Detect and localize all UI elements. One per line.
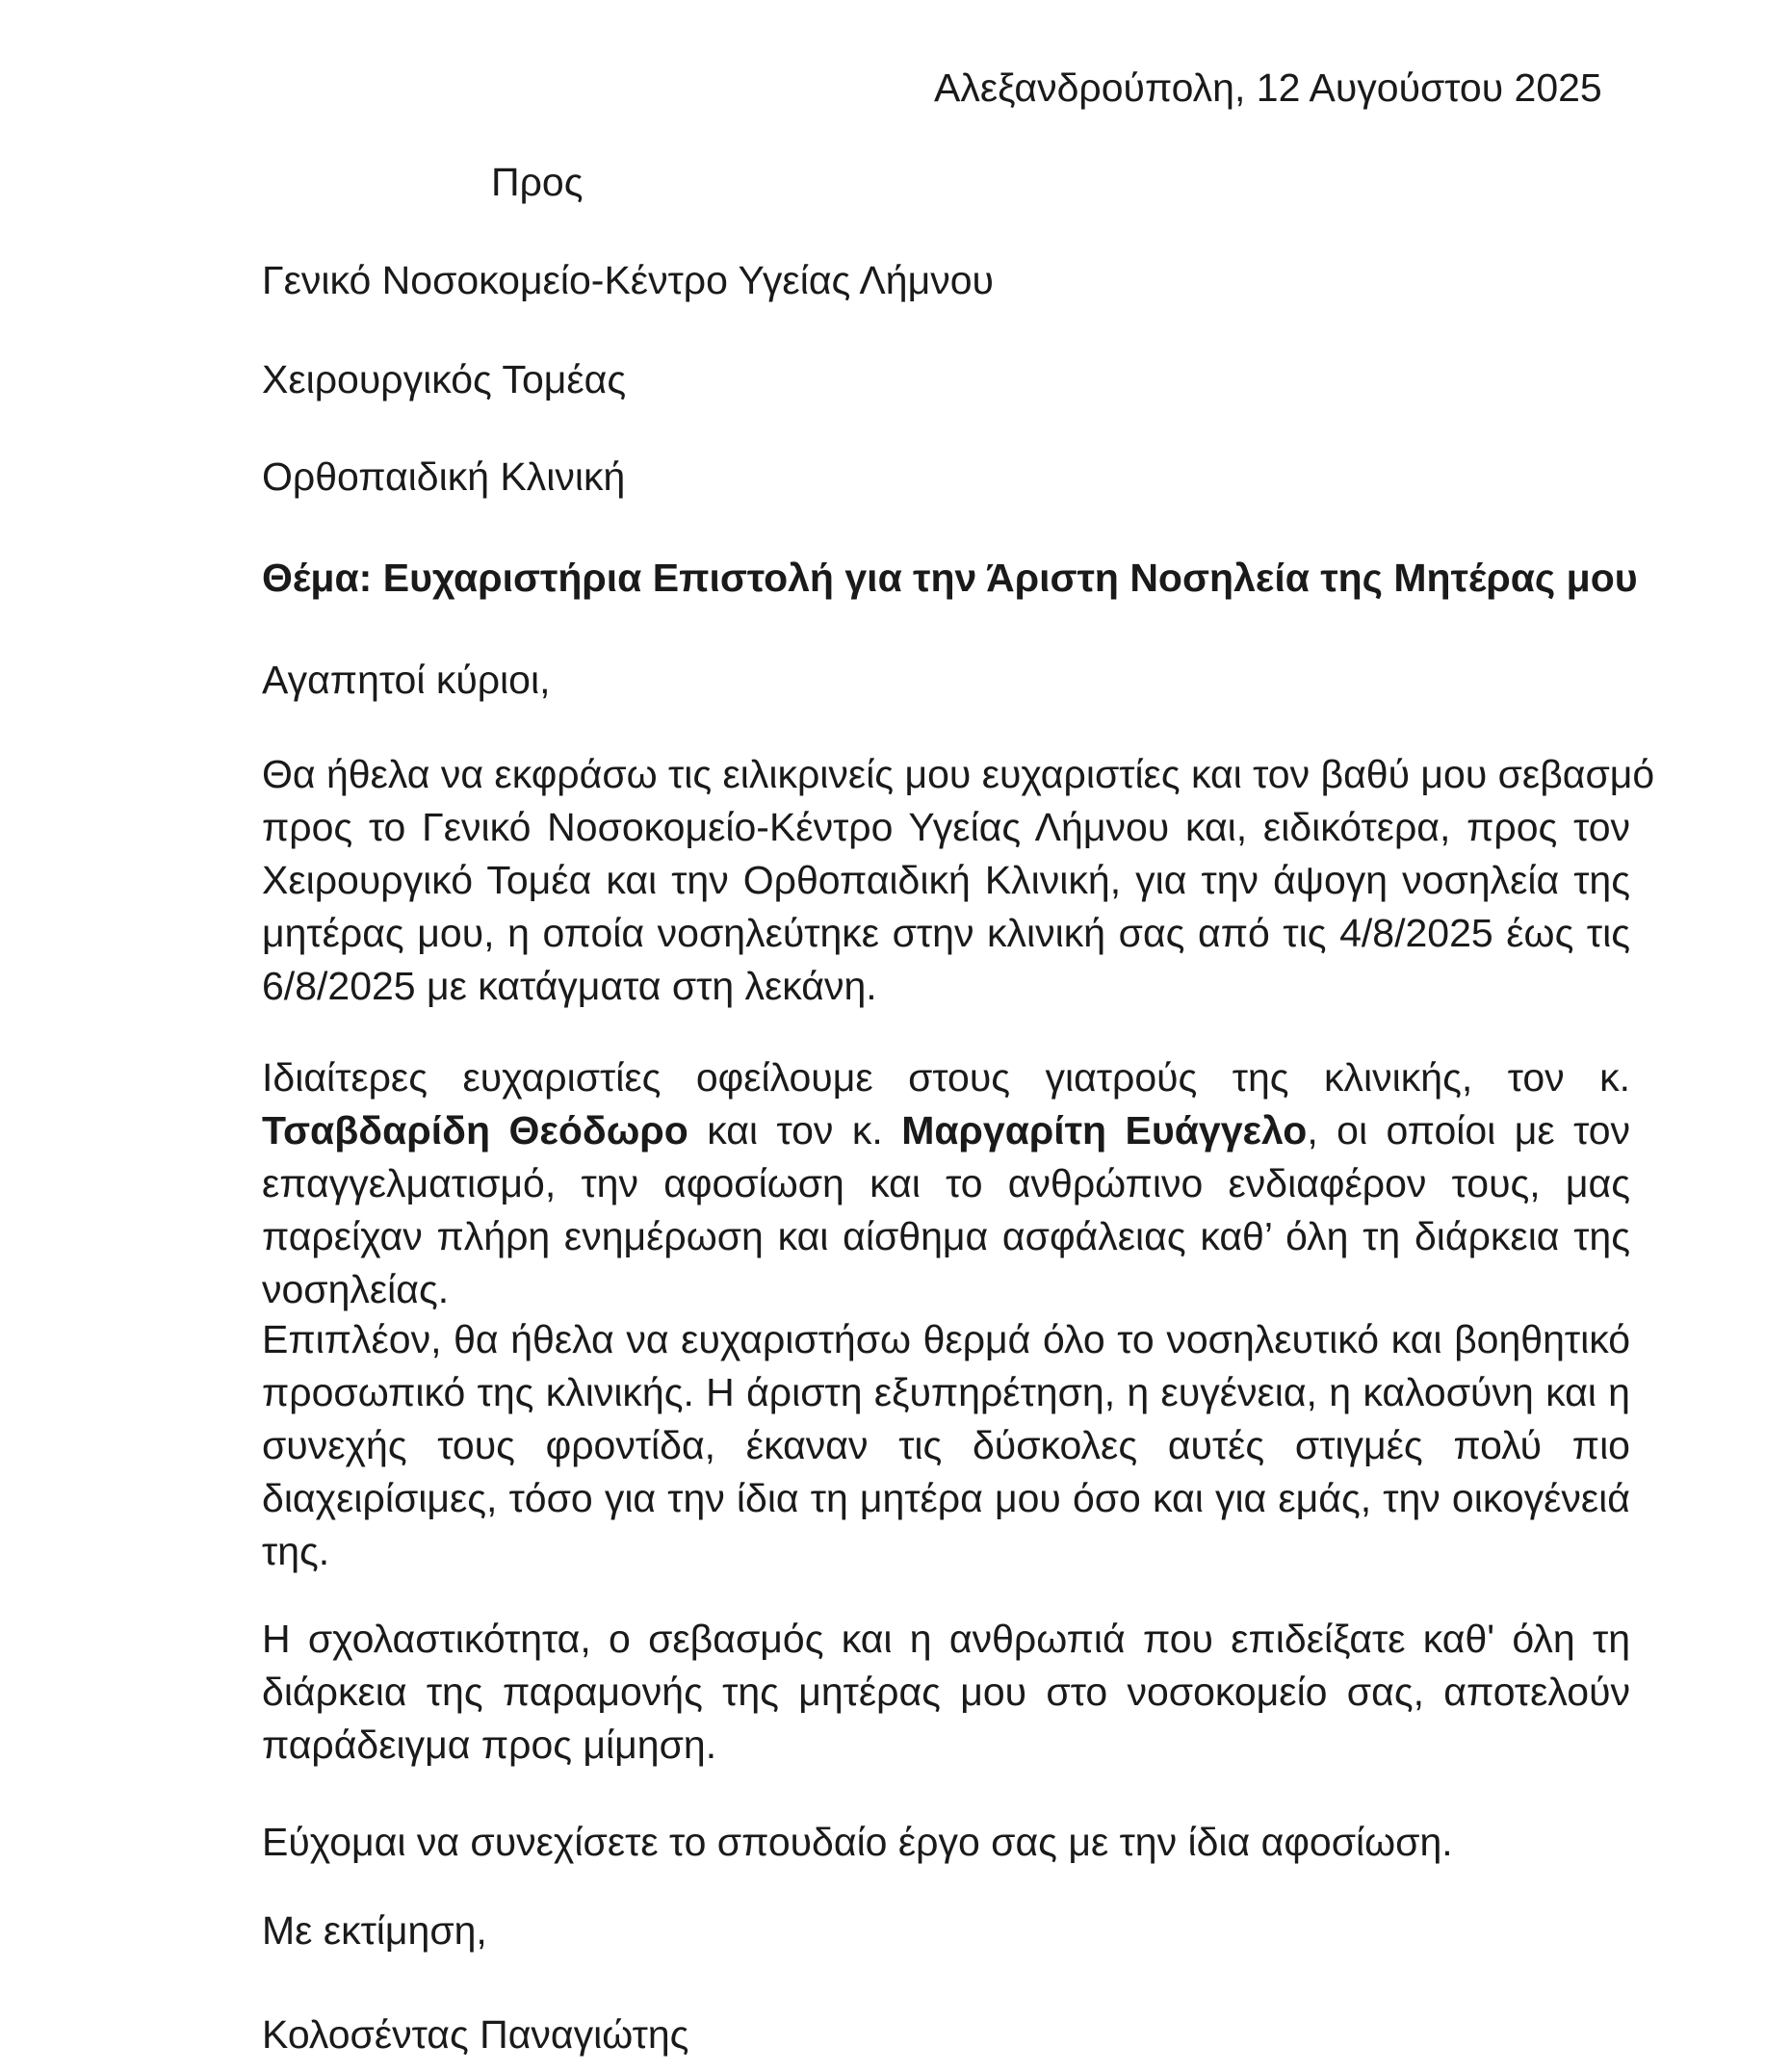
recipient-sector: Χειρουργικός Τομέας	[262, 357, 627, 401]
doctor-line-rest: , οι οποίοι με τον	[1307, 1108, 1630, 1153]
paragraph-line: επαγγελματισμό, την αφοσίωση και το ανθρώπινο ενδιαφέρον τους, μας	[262, 1161, 1630, 1205]
paragraph-line: προσωπικό της κλινικής. Η άριστη εξυπηρέτηση, η ευγένεια, η καλοσύνη και η	[262, 1370, 1630, 1414]
paragraph-line: παρείχαν πλήρη ενημέρωση και αίσθημα ασφάλειας καθ’ όλη τη διάρκεια της	[262, 1214, 1630, 1258]
paragraph-line: Η σχολαστικότητα, ο σεβασμός και η ανθρωπιά που επιδείξατε καθ' όλη τη	[262, 1617, 1630, 1661]
paragraph-line: διάρκεια της παραμονής της μητέρας μου στο νοσοκομείο σας, αποτελούν	[262, 1670, 1630, 1714]
paragraph-line: συνεχής τους φροντίδα, έκαναν τις δύσκολες αυτές στιγμές πολύ πιο	[262, 1423, 1630, 1467]
paragraph-line: διαχειρίσιμες, τόσο για την ίδια τη μητέρα μου όσο και για εμάς, την οικογένειά	[262, 1476, 1630, 1520]
recipient-clinic: Ορθοπαιδική Κλινική	[262, 454, 626, 499]
subject-line: Θέμα: Ευχαριστήρια Επιστολή για την Άριστη Νοσηλεία της Μητέρας μου	[262, 556, 1638, 600]
paragraph-line: της.	[262, 1529, 330, 1573]
signature-name: Κολοσέντας Παναγιώτης	[262, 2012, 689, 2057]
paragraph-line: παράδειγμα προς μίμηση.	[262, 1722, 717, 1767]
paragraph-thanks-doctors	[262, 1051, 1630, 1316]
paragraph-line: Επιπλέον, θα ήθελα να ευχαριστήσω θερμά όλο το νοσηλευτικό και βοηθητικό	[262, 1317, 1630, 1361]
paragraph-line: προς το Γενικό Νοσοκομείο-Κέντρο Υγείας Λήμνου και, ειδικότερα, προς τον	[262, 805, 1630, 849]
doctor-conjunction: και τον κ.	[688, 1108, 902, 1153]
paragraph-line: νοσηλείας.	[262, 1267, 450, 1311]
paragraph-thanks-staff	[262, 1313, 1630, 1578]
doctor-name-1: Τσαβδαρίδη Θεόδωρο	[262, 1108, 688, 1153]
doctor-name-2: Μαργαρίτη Ευάγγελο	[901, 1108, 1308, 1153]
paragraph-line: Χειρουργικό Τομέα και την Ορθοπαιδική Κλινική, για την άψογη νοσηλεία της	[262, 858, 1630, 902]
paragraph-line: 6/8/2025 με κατάγματα στη λεκάνη.	[262, 964, 877, 1008]
paragraph-line: μητέρας μου, η οποία νοσηλεύτηκε στην κλινική σας από τις 4/8/2025 έως τις	[262, 911, 1630, 955]
regards: Με εκτίμηση,	[262, 1908, 487, 1953]
paragraph-line-doctors	[262, 1104, 1630, 1157]
closing-wish: Εύχομαι να συνεχίσετε το σπουδαίο έργο σας με την ίδια αφοσίωση.	[262, 1820, 1453, 1864]
recipient-hospital: Γενικό Νοσοκομείο-Κέντρο Υγείας Λήμνου	[262, 258, 994, 302]
paragraph-appreciation	[262, 1613, 1630, 1772]
to-label: Προς	[491, 160, 584, 204]
greeting: Αγαπητοί κύριοι,	[262, 658, 551, 702]
paragraph-line: Ιδιαίτερες ευχαριστίες οφείλουμε στους γιατρούς της κλινικής, τον κ.	[262, 1055, 1630, 1100]
place-date: Αλεξανδρούπολη, 12 Αυγούστου 2025	[934, 65, 1602, 110]
paragraph-line: Θα ήθελα να εκφράσω τις ειλικρινείς μου ευχαριστίες και τον βαθύ μου σεβασμό	[262, 752, 1655, 796]
paragraph-thanks-hospital	[262, 748, 1655, 1013]
